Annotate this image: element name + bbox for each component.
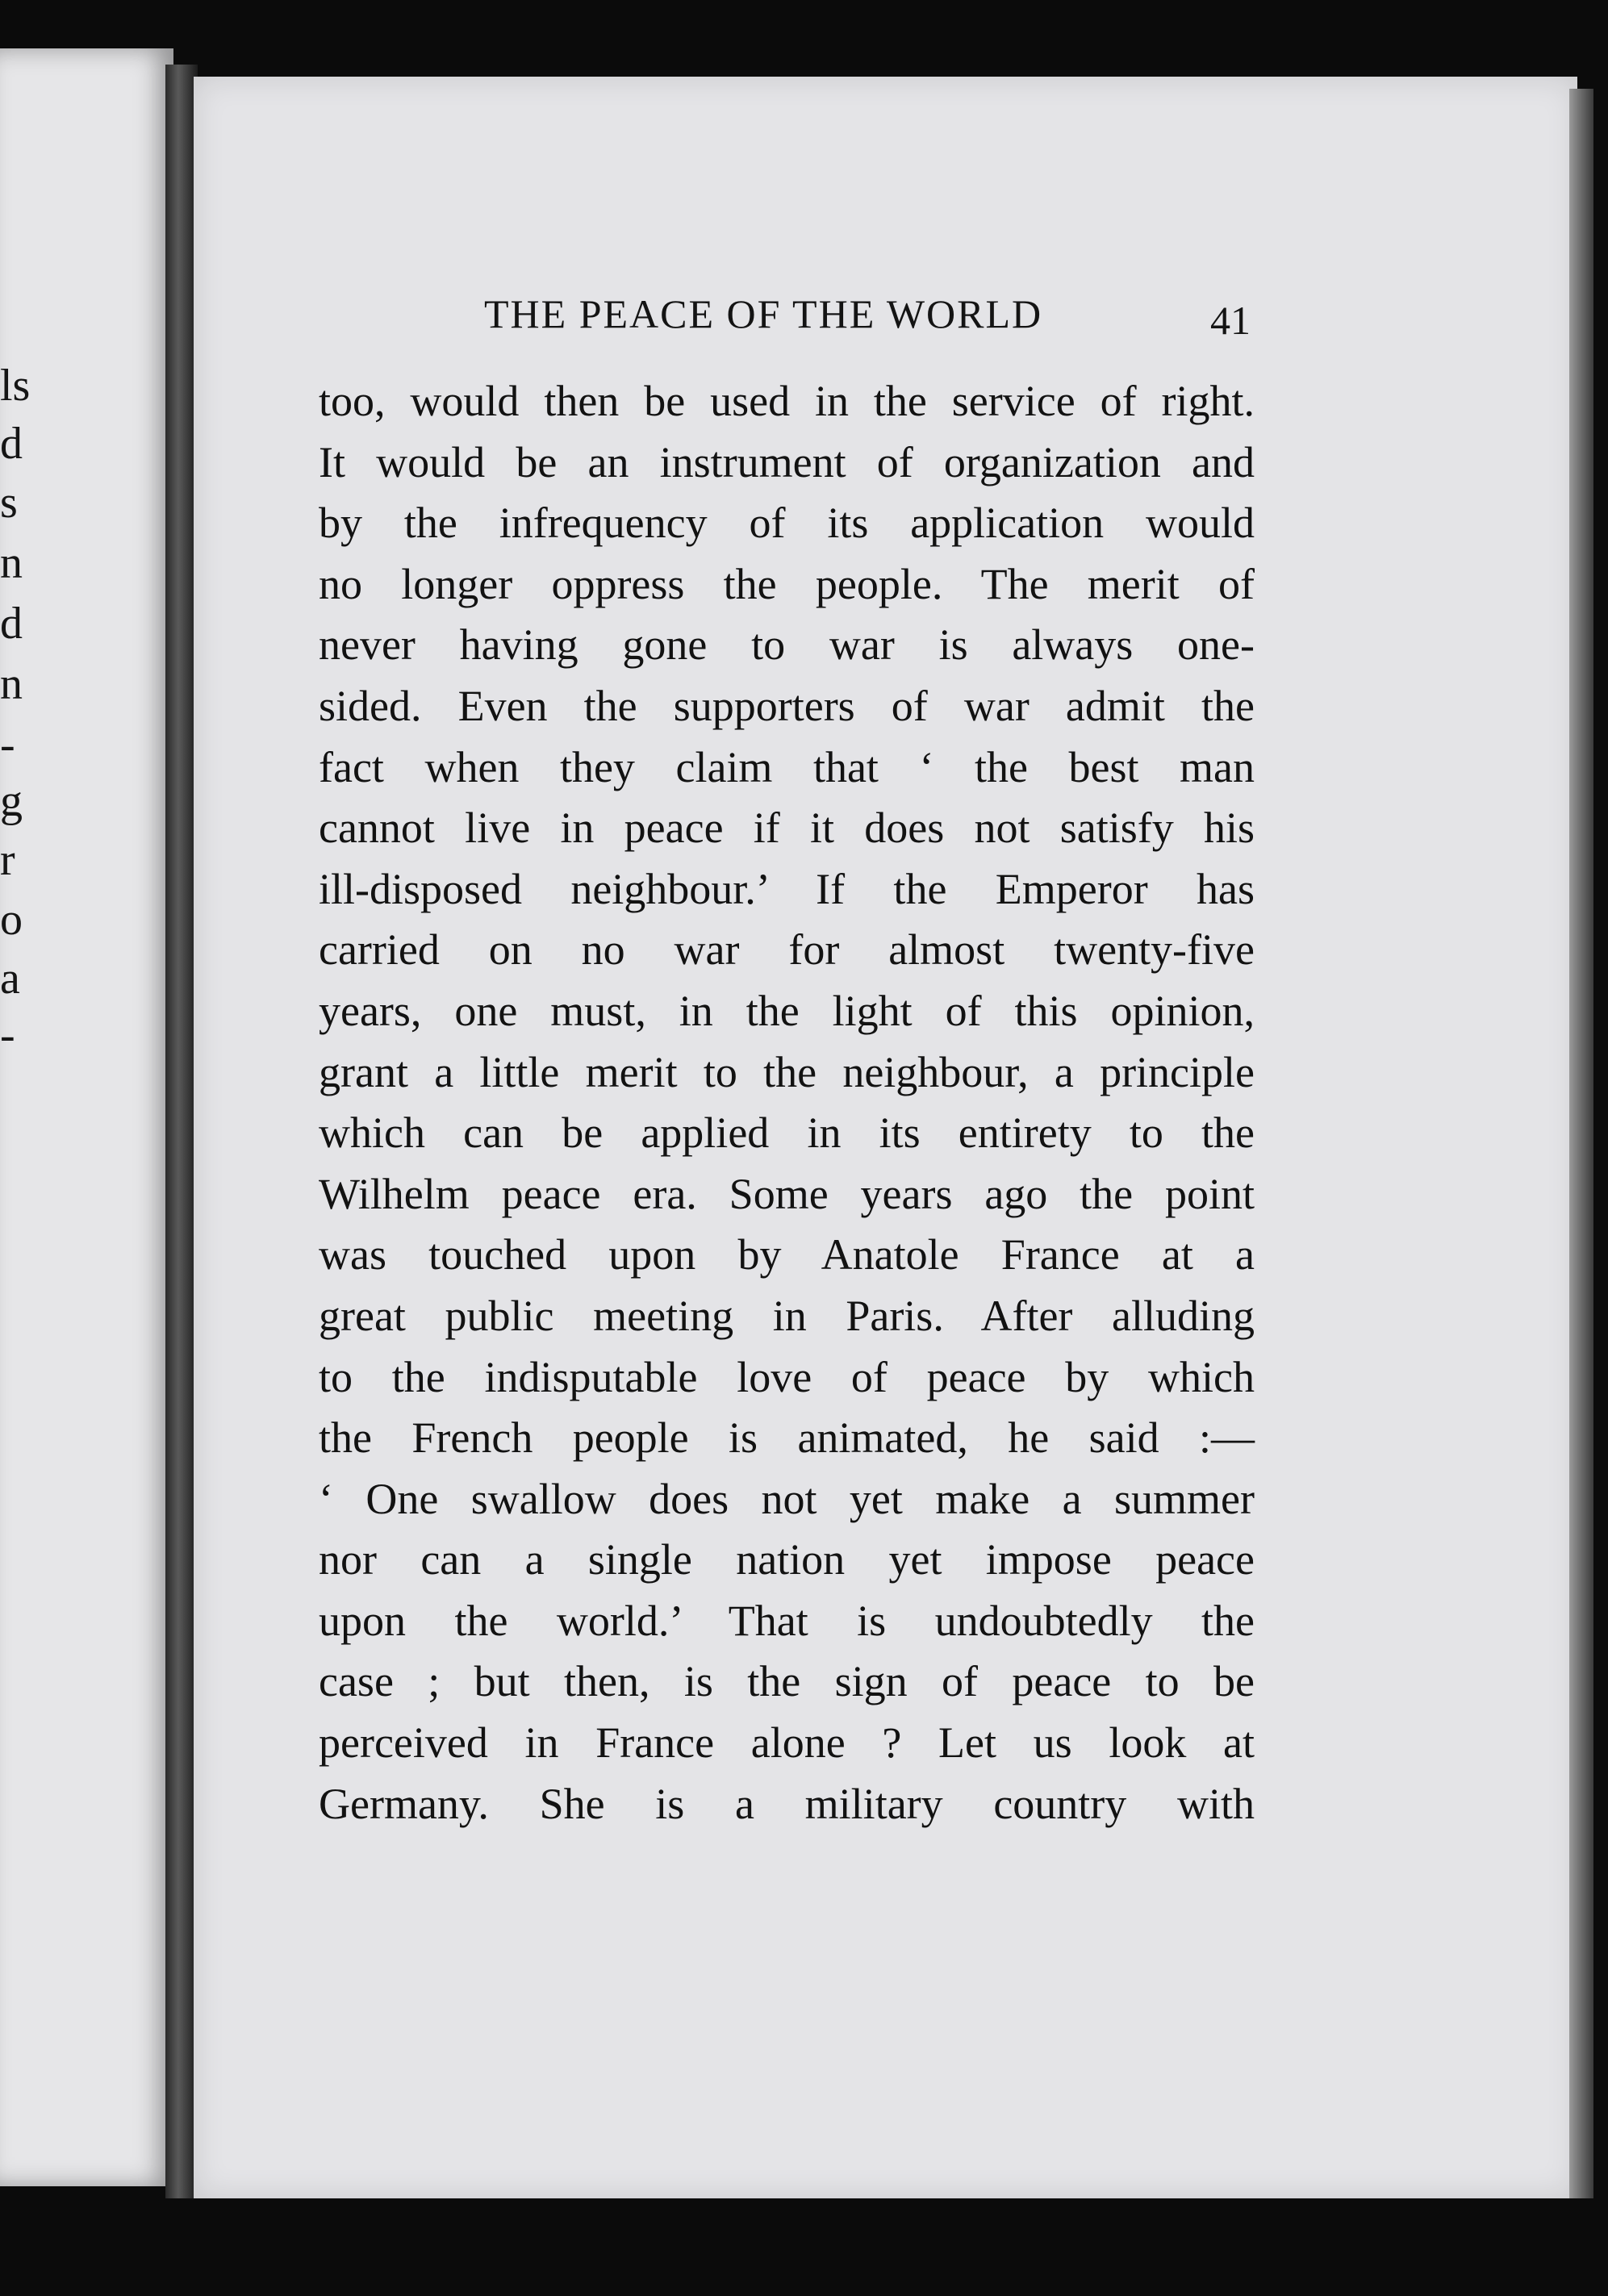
text-line: years, one must, in the light of this opinion, — [319, 986, 1255, 1035]
left-fragment-text: n — [0, 538, 23, 588]
text-line: great public meeting in Paris. After alluding — [319, 1291, 1255, 1340]
left-fragment-text: d — [0, 599, 23, 649]
left-fragment-text: g — [0, 776, 23, 826]
page-edge — [1569, 89, 1593, 2202]
left-fragment-text: a — [0, 954, 20, 1004]
text-line: ill-disposed neighbour.’ If the Emperor has — [319, 864, 1255, 913]
book-gutter — [165, 65, 198, 2202]
text-line: the French people is animated, he said :— — [319, 1413, 1255, 1463]
text-line: upon the world.’ That is undoubtedly the — [319, 1596, 1255, 1645]
left-fragment-text: - — [0, 720, 15, 770]
text-line: case ; but then, is the sign of peace to be — [319, 1657, 1255, 1706]
text-line: no longer oppress the people. The merit of — [319, 559, 1255, 608]
previous-page-fragment — [0, 48, 173, 2186]
text-line: Wilhelm peace era. Some years ago the point — [319, 1169, 1255, 1218]
scan-border — [121, 2198, 1608, 2296]
text-line: nor can a single nation yet impose peace — [319, 1535, 1255, 1584]
text-line: too, would then be used in the service of right. — [319, 377, 1255, 425]
text-line: which can be applied in its entirety to the — [319, 1108, 1255, 1158]
text-line: by the infrequency of its application would — [319, 499, 1255, 548]
left-fragment-text: - — [0, 1010, 15, 1060]
text-line: was touched upon by Anatole France at a — [319, 1230, 1255, 1279]
text-line: ‘ One swallow does not yet make a summer — [319, 1474, 1255, 1523]
left-fragment-text: s — [0, 478, 18, 528]
text-line: to the indisputable love of peace by which — [319, 1352, 1255, 1401]
text-line: fact when they claim that ‘ the best man — [319, 742, 1255, 791]
text-line: grant a little merit to the neighbour, a principle — [319, 1047, 1255, 1096]
left-fragment-text: d — [0, 419, 23, 469]
text-line: never having gone to war is always one- — [319, 620, 1255, 670]
left-fragment-text: n — [0, 659, 23, 709]
left-fragment-text: ls — [0, 361, 31, 411]
page-number: 41 — [1210, 298, 1251, 343]
text-line: Germany. She is a military country with — [319, 1779, 1255, 1828]
left-fragment-text: o — [0, 895, 23, 945]
text-line: carried on no war for almost twenty-five — [319, 925, 1255, 975]
left-fragment-text: r — [0, 835, 15, 885]
text-line: perceived in France alone ? Let us look at — [319, 1718, 1255, 1768]
text-line: It would be an instrument of organization and — [319, 437, 1255, 486]
body-text — [319, 371, 1255, 1835]
running-head: THE PEACE OF THE WORLD — [484, 291, 1043, 336]
text-line: cannot live in peace if it does not satisfy his — [319, 804, 1255, 853]
text-line: sided. Even the supporters of war admit the — [319, 681, 1255, 730]
